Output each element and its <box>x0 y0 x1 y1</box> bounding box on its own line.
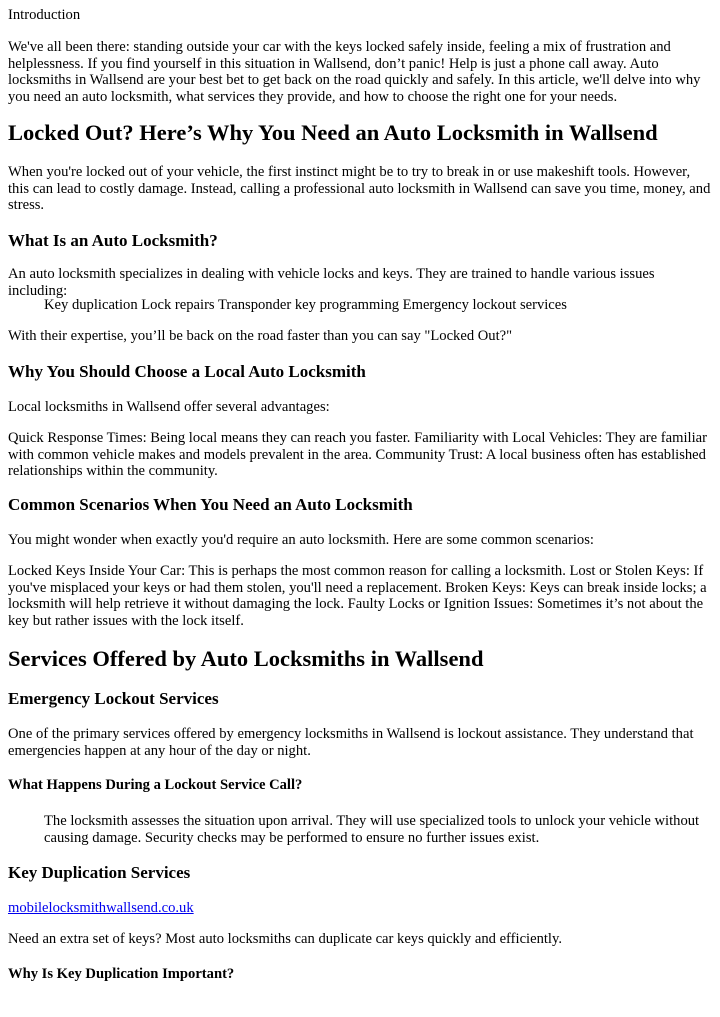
site-link[interactable]: mobilelocksmithwallsend.co.uk <box>8 900 194 916</box>
intro-label: Introduction <box>8 7 81 23</box>
heading-choose-local: Why You Should Choose a Local Auto Locksmith <box>8 362 366 381</box>
paragraph-emergency: One of the primary services offered by emergency locksmiths in Wallsend is lockout assistance. They understand that emergencies happen at any hour of the day or night. <box>8 726 694 759</box>
heading-services-offered: Services Offered by Auto Locksmiths in Wallsend <box>8 646 484 671</box>
link-paragraph <box>8 900 714 917</box>
heading-what-happens: What Happens During a Lockout Service Call? <box>8 777 303 793</box>
heading-scenarios: Common Scenarios When You Need an Auto Locksmith <box>8 495 413 514</box>
paragraph-local: Local locksmiths in Wallsend offer several advantages: <box>8 399 330 415</box>
heading-why-duplication: Why Is Key Duplication Important? <box>8 966 235 982</box>
paragraph-advantages: Quick Response Times: Being local means they can reach you faster. Familiarity with Local Vehicles: They are familiar with common vehicle makes and models prevalent in the area. Community Trust: A local business often has established relationships within the community. <box>8 430 707 479</box>
paragraph-what-happens: The locksmith assesses the situation upon arrival. They will use specialized tools to unlock your vehicle without causing damage. Security checks may be performed to ensure no further issues exist. <box>44 813 700 846</box>
paragraph-expertise: With their expertise, you’ll be back on the road faster than you can say "Locked Out?" <box>8 328 513 344</box>
paragraph-scenarios: Locked Keys Inside Your Car: This is perhaps the most common reason for calling a locksmith. Lost or Stolen Keys: If you've misplaced your keys or had them stolen, you'll need a replacement. Broken Keys: Keys can break inside locks; a locksmith will help retrieve it without damaging the lock. Faulty Locks or Ignition Issues: Sometimes it’s not about the key but rather issues with the lock itself. <box>8 563 707 629</box>
paragraph-what-is: An auto locksmith specializes in dealing with vehicle locks and keys. They are trained to handle various issues including: <box>8 266 655 299</box>
heading-locked-out: Locked Out? Here’s Why You Need an Auto Locksmith in Wallsend <box>8 120 658 145</box>
intro-paragraph: We've all been there: standing outside your car with the keys locked safely inside, feeling a mix of frustration and helplessness. If you find yourself in this situation in Wallsend, don’t panic! Help is just a phone call away. Auto locksmiths in Wallsend are your best bet to get back on the road quickly and safely. In this article, we'll delve into why you need an auto locksmith, what services they provide, and how to choose the right one for your needs. <box>8 39 701 105</box>
heading-key-duplication: Key Duplication Services <box>8 863 191 882</box>
paragraph-locked-out: When you're locked out of your vehicle, the first instinct might be to try to break in or use makeshift tools. However, this can lead to costly damage. Instead, calling a professional auto locksmith in Wallsend can save you time, money, and stress. <box>8 164 711 213</box>
heading-emergency-lockout: Emergency Lockout Services <box>8 689 219 708</box>
paragraph-key-duplication: Need an extra set of keys? Most auto locksmiths can duplicate car keys quickly and efficiently. <box>8 931 562 947</box>
heading-what-is: What Is an Auto Locksmith? <box>8 231 218 250</box>
services-list: Key duplication Lock repairs Transponder key programming Emergency lockout services <box>44 297 567 313</box>
paragraph-wonder: You might wonder when exactly you'd require an auto locksmith. Here are some common scenarios: <box>8 532 594 548</box>
